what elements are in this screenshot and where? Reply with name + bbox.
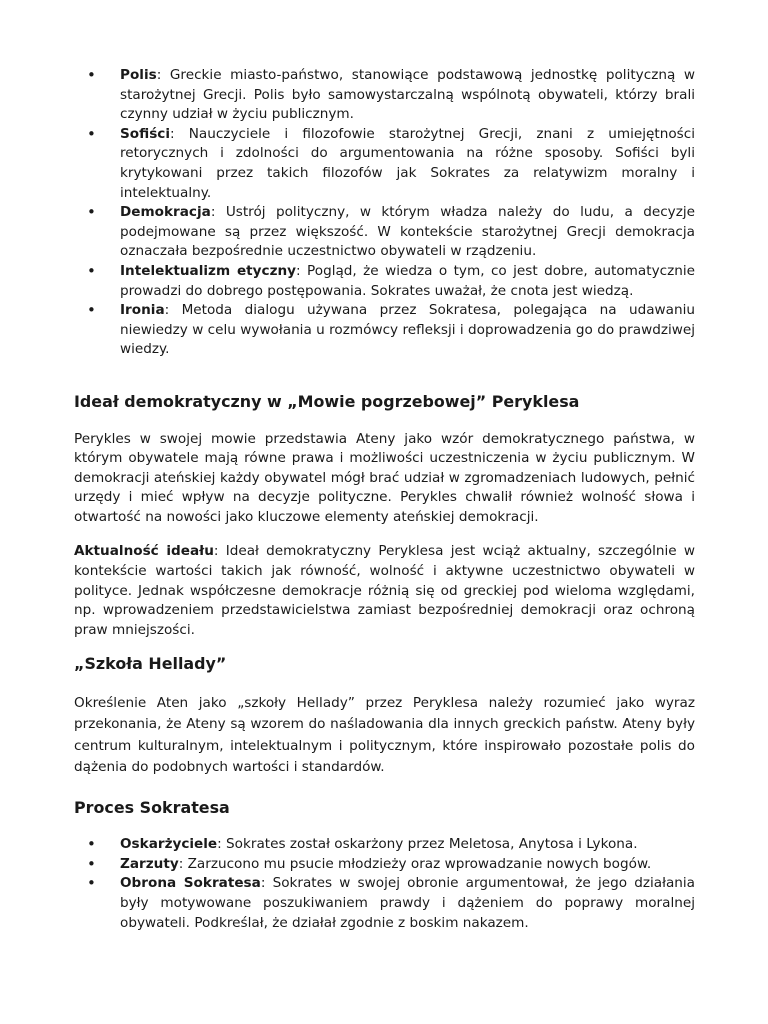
- paragraph-aktualnosc: [74, 542, 695, 640]
- list-item-text: : Greckie miasto-państwo, stanowiące podstawową jednostkę polityczną w starożytnej Grecji. Polis było samowystarczalną wspólnotą obywateli, którzy brali czynny udział w życiu publicznym.: [120, 67, 695, 123]
- list-item-text: : Pogląd, że wiedza o tym, co jest dobre, automatycznie prowadzi do dobrego postępowania. Sokrates uważał, że cnota jest wiedzą.: [120, 262, 695, 299]
- list-item: [74, 835, 695, 855]
- list-item-term: Obrona Sokratesa: [120, 875, 261, 892]
- section-heading-proces: Proces Sokratesa: [74, 797, 230, 817]
- list-item: [74, 855, 695, 875]
- list-item: [74, 125, 695, 203]
- paragraph-text: : Ideał demokratyczny Peryklesa jest wciąż aktualny, szczególnie w kontekście wartości takich jak równość, wolność i aktywne uczestnictwo obywateli w polityce. Jednak współczesne demokracje różnią się od greckiej pod wieloma względami, np. wprowadzeniem przedstawicielstwa zamiast bezpośredniej demokracji oraz ochroną praw mniejszości.: [74, 543, 695, 638]
- list-item-text: : Sokrates został oskarżony przez Meletosa, Anytosa i Lykona.: [217, 836, 638, 853]
- list-item-term: Intelektualizm etyczny: [120, 262, 297, 279]
- paragraph-szkola: Określenie Aten jako „szkoły Hellady” przez Peryklesa należy rozumieć jako wyraz przekonania, że Ateny są wzorem do naśladowania dla innych greckich państw. Ateny były centrum kulturalnym, intelektualnym i politycznym, które inspirowało pozostałe polis do dążenia do podobnych wartości i standardów.: [74, 695, 695, 776]
- list-item-text: : Nauczyciele i filozofowie starożytnej Grecji, znani z umiejętności retorycznych i zdolności do argumentowania na różne sposoby. Sofiści byli krytykowani przez takich filozofów jak Sokrates za relatywizm moralny i intelektualny.: [120, 125, 695, 201]
- paragraph-term: Aktualność ideału: [74, 543, 214, 560]
- list-item-term: Demokracja: [120, 204, 211, 221]
- list-item-text: : Zarzucono mu psucie młodzieży oraz wprowadzanie nowych bogów.: [178, 855, 652, 872]
- section-heading-szkola: „Szkoła Hellady”: [74, 654, 227, 674]
- list-item-term: Polis: [120, 67, 157, 83]
- list-item-term: Oskarżyciele: [120, 836, 218, 853]
- list-item-term: Zarzuty: [120, 855, 179, 872]
- list-item-text: : Metoda dialogu używana przez Sokratesa, polegająca na udawaniu niewiedzy w celu wywołania u rozmówcy refleksji i doprowadzenia go do prawdziwej wiedzy.: [120, 302, 695, 358]
- list-item: [74, 66, 695, 125]
- list-item-term: Sofiści: [120, 125, 171, 142]
- list-item: [74, 203, 695, 262]
- list-item-term: Ironia: [120, 302, 165, 319]
- list-item: [74, 262, 695, 301]
- list-item-text: : Ustrój polityczny, w którym władza należy do ludu, a decyzje podejmowane są przez większość. W kontekście starożytnej Grecji demokracja oznaczała bezpośrednie uczestnictwo obywateli w rządzeniu.: [120, 204, 695, 260]
- paragraph-perykles: Perykles w swojej mowie przedstawia Ateny jako wzór demokratycznego państwa, w którym obywatele mają równe prawa i możliwości uczestniczenia w życiu publicznym. W demokracji ateńskiej każdy obywatel mógł brać udział w zgromadzeniach ludowych, pełnić urzędy i mieć wpływ na decyzje polityczne. Perykles chwalił również wolność słowa i otwartość na nowości jako kluczowe elementy ateńskiej demokracji.: [74, 430, 695, 525]
- list-item-text: : Sokrates w swojej obronie argumentował, że jego działania były motywowane poszukiwaniem prawdy i dążeniem do poprawy moralnej obywateli. Podkreślał, że działał zgodnie z boskim nakazem.: [120, 875, 695, 931]
- proces-list: [74, 835, 695, 933]
- section-heading-ideal: Ideał demokratyczny w „Mowie pogrzebowej” Peryklesa: [74, 391, 580, 411]
- list-item: [74, 301, 695, 360]
- list-item: [74, 874, 695, 933]
- glossary-list: [74, 66, 695, 360]
